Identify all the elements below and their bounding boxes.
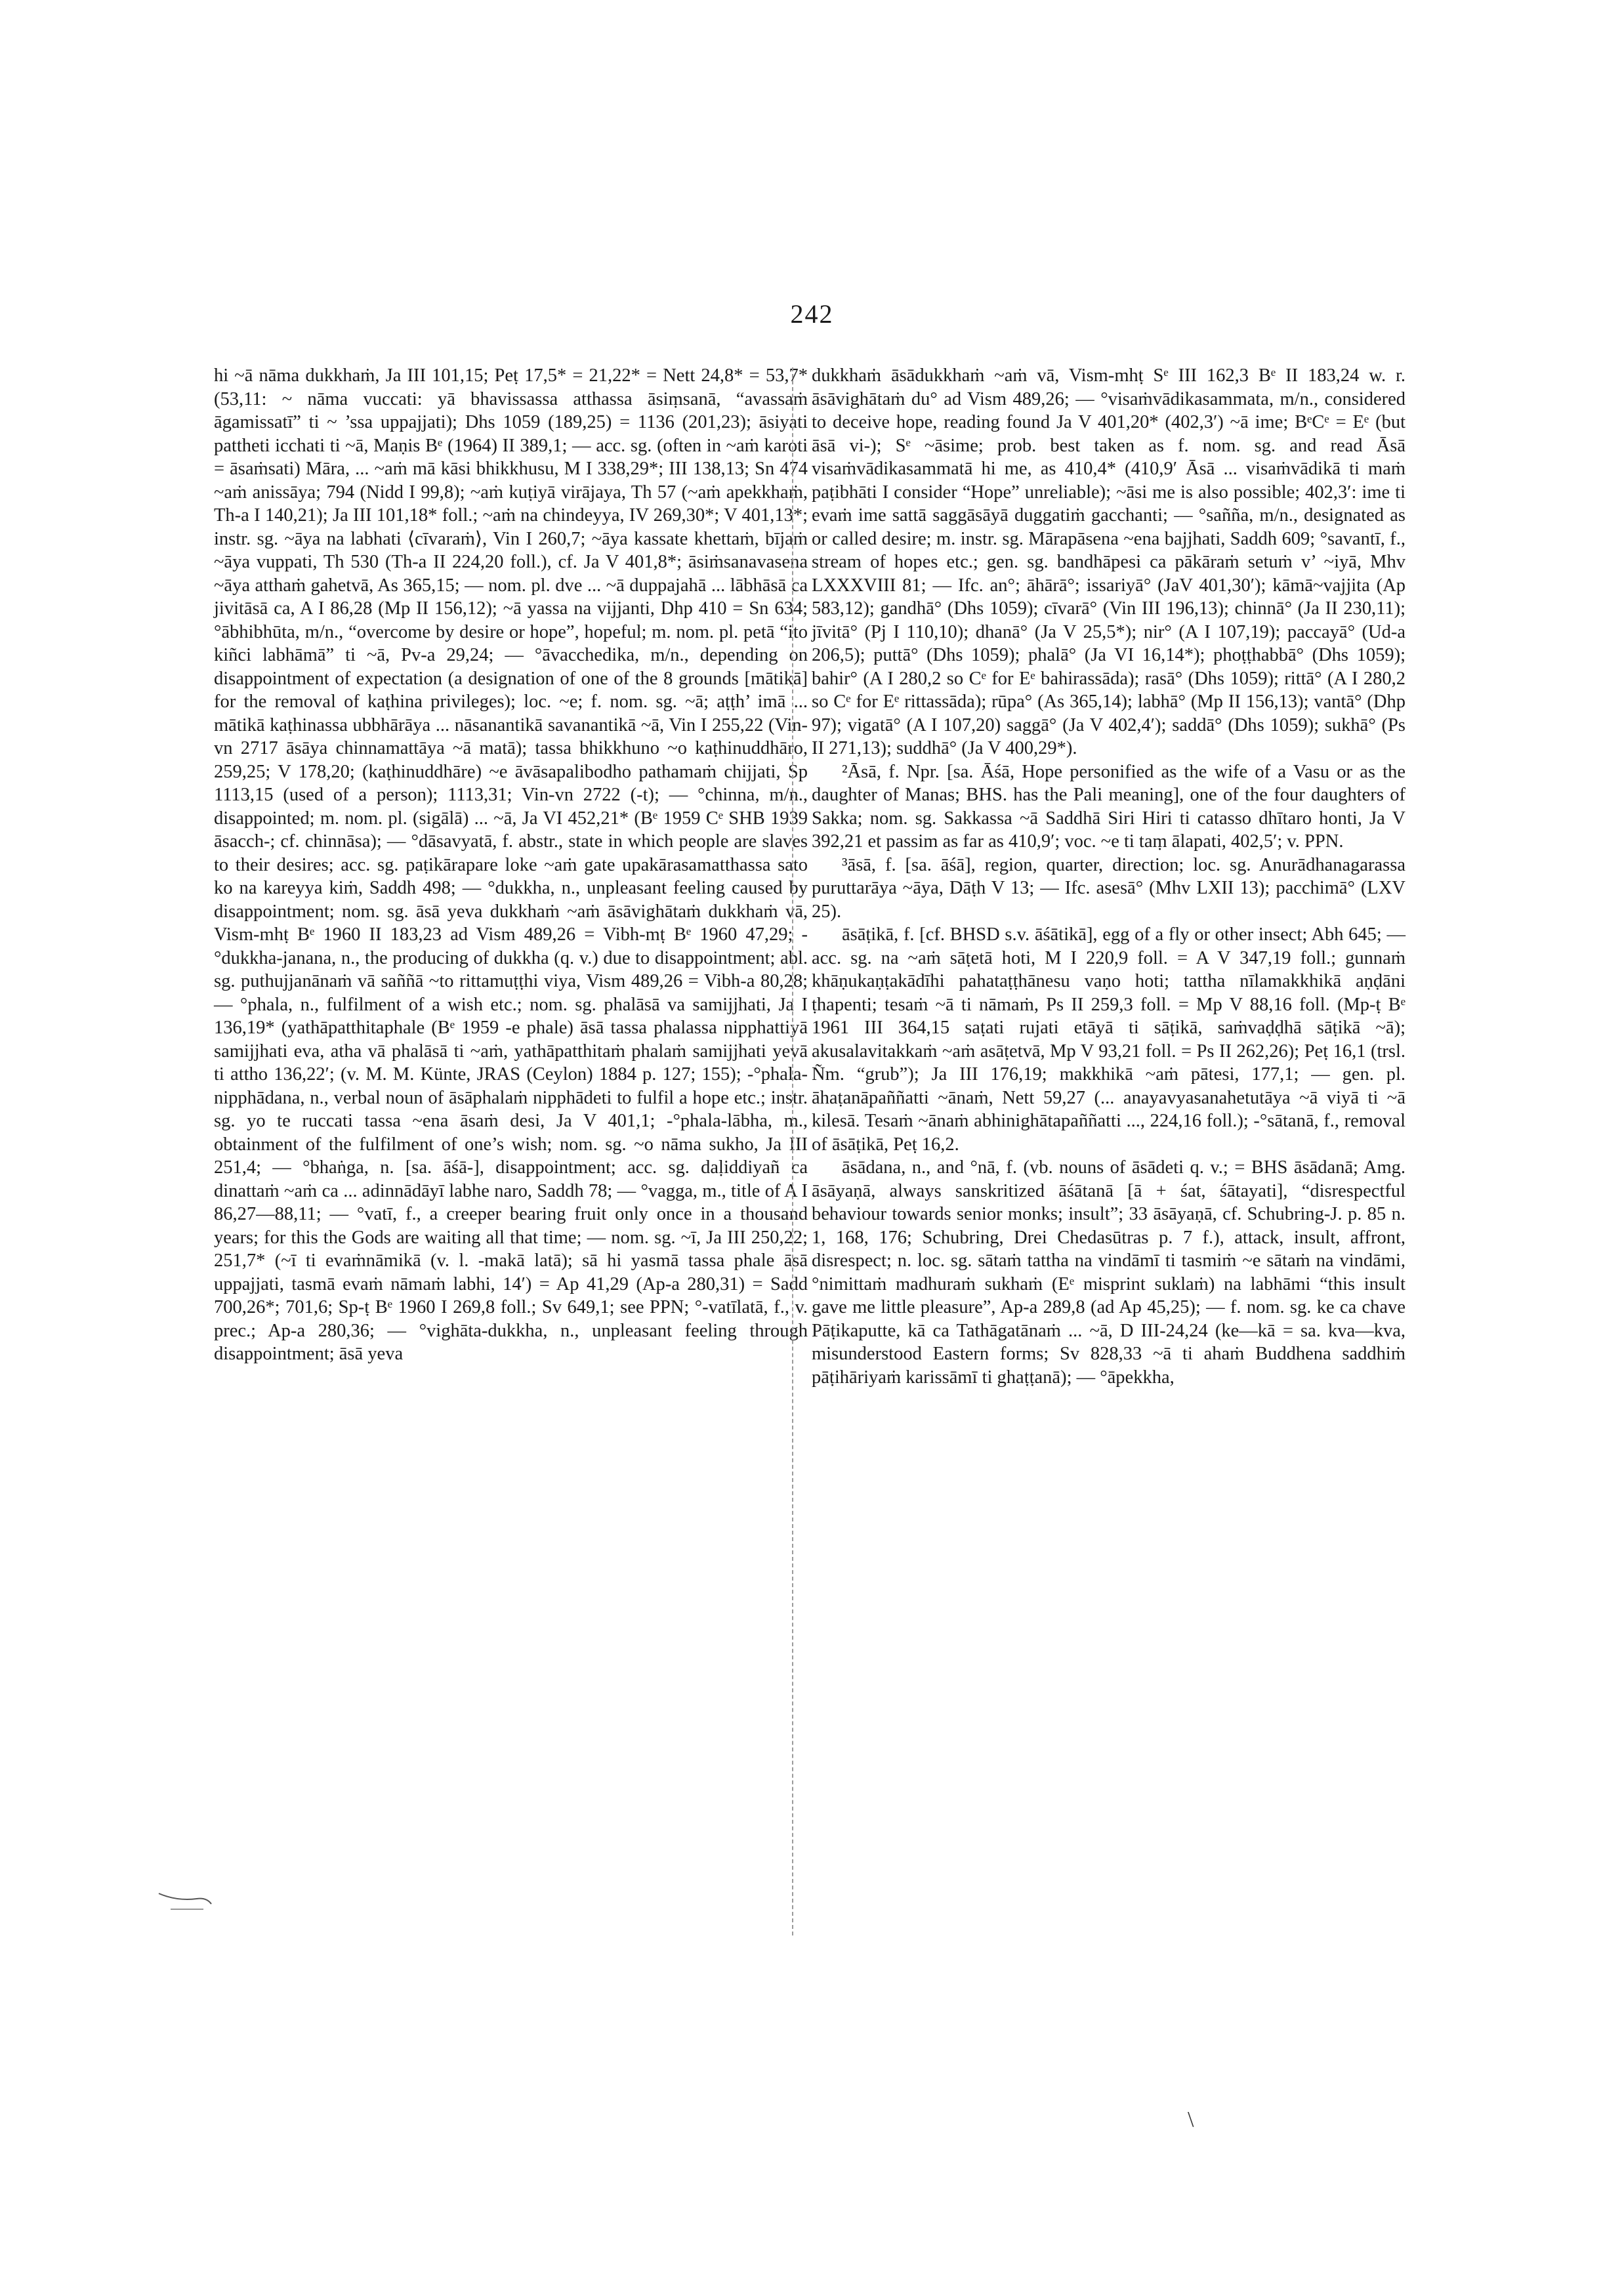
- dictionary-entry: āsādana, n., and °nā, f. (vb. nouns of āsādeti q. v.; = BHS āsādanā; Amg. āsāyaṇā, always sanskritized āśātanā [ā + śat, śātayati], “disrespectful behaviour towards senior monks; insult”; 33 āsāyaṇā, cf. Schubring-J. p. 85 n. 1, 168, 176; Schubring, Drei Chedasūtras p. 7 f.), attack, insult, affront, disrespect; n. loc. sg. sātaṁ tattha na vindāmī ti tasmiṁ ~e sātaṁ na vindāmi, °nimittaṁ madhuraṁ sukhaṁ (Eᵉ misprint suklaṁ) na labhāmi “this insult gave me little pleasure”, Ap-a 289,8 (ad Ap 45,25); — f. nom. sg. ke ca chave Pāṭikaputte, kā ca Tathāgatānaṁ ... ~ā, D III-24,24 (ke—kā = sa. kva—kva, misunderstood Eastern forms; Sv 828,33 ~ā ti ahaṁ Buddhena saddhiṁ pāṭihāriyaṁ karissāmī ti ghaṭṭanā); — °āpekkha,: [812, 1157, 1405, 1388]
- column-divider: [792, 367, 793, 1935]
- dictionary-entry-continued: hi ~ā nāma dukkhaṁ, Ja III 101,15; Peṭ 17,5* = 21,22* = Nett 24,8* = 53,7* (53,11: ~ nāma vuccati: yā bhavissassa atthassa āsiṃsanā, “avassaṁ āgamissatī” ti ~ ’ssa uppajjati); Dhs 1059 (189,25) = 1136 (201,23); āsiyati pattheti icchati ti ~ā, Maṇis Bᵉ (1964) II 389,1; — acc. sg. (often in ~aṁ karoti = āsaṁsati) Māra, ... ~aṁ mā kāsi bhikkhusu, M I 338,29*; III 138,13; Sn 474 ~aṁ anissāya; 794 (Nidd I 99,8); ~aṁ kuṭiyā virājaya, Th 57 (~aṁ apekkhaṁ, Th-a I 140,21); Ja III 101,18* foll.; ~aṁ na chindeyya, IV 269,30*; V 401,13*; instr. sg. ~āya na labhati ⟨cīvaraṁ⟩, Vin I 260,7; ~āya kassate khettaṁ, bījaṁ ~āya vuppati, Th 530 (Th-a II 224,20 foll.), cf. Ja V 401,8*; āsiṁsanavasena ~āya atthaṁ gahetvā, As 365,15; — nom. pl. dve ... ~ā duppajahā ... lābhāsā ca jivitāsā ca, A I 86,28 (Mp II 156,12); ~ā yassa na vijjanti, Dhp 410 = Sn 634; °ābhibhūta, m/n., “overcome by desire or hope”, hopeful; m. nom. pl. petā “ito kiñci labhāmā” ti ~ā, Pv-a 29,24; — °āvacchedika, m/n., depending on disappointment of expectation (a designation of one of the 8 grounds [mātikā] for the removal of kaṭhina privileges); loc. ~e; f. nom. sg. ~ā; aṭṭh’ imā ... mātikā kaṭhinassa ubbhārāya ... nāsanantikā savanantikā ~ā, Vin I 255,22 (Vin-vn 2717 āsāya chinnamattāya ~ā matā); tassa bhikkhuno ~o kaṭhinuddhāro, 259,25; V 178,20; (kaṭhinuddhāre) ~e āvāsapalibodho pathamaṁ chijjati, Sp 1113,15 (used of a person); 1113,31; Vin-vn 2722 (-t); — °chinna, m/n., disappointed; m. nom. pl. (sigālā) ... ~ā, Ja VI 452,21* (Bᵉ 1959 Cᵉ SHB 1939 āsacch-; cf. chinnāsa); — °dāsavyatā, f. abstr., state in which people are slaves to their desires; acc. sg. paṭikārapare loke ~aṁ gate upakārasamatthassa sato ko na kareyya kiṁ, Saddh 498; — °dukkha, n., unpleasant feeling caused by disappointment; nom. sg. āsā yeva dukkhaṁ ~aṁ āsāvighātaṁ dukkhaṁ vā, Vism-mhṭ Bᵉ 1960 II 183,23 ad Vism 489,26 = Vibh-mṭ Bᵉ 1960 47,29; -°dukkha-janana, n., the producing of dukkha (q. v.) due to disappointment; abl. sg. puthujjanānaṁ vā saññā ~to rittamuṭṭhi viya, Vism 489,26 = Vibh-a 80,28; — °phala, n., fulfilment of a wish etc.; nom. sg. phalāsā va samijjhati, Ja I 136,19* (yathāpatthitaphale (Bᵉ 1959 -e phale) āsā tassa phalassa nipphattiyā samijjhati eva, atha vā phalāsā ti ~aṁ, yathāpatthitaṁ phalaṁ samijjhati yevā ti attho 136,22′; (v. M. M. Künte, JRAS (Ceylon) 1884 p. 127; 155); -°phala-nipphādana, n., verbal noun of āsāphalaṁ nipphādeti to fulfil a hope etc.; instr. sg. yo te ruccati tassa ~ena āsaṁ desi, Ja V 401,1; -°phala-lābha, m., obtainment of the fulfilment of one’s wish; nom. sg. ~o nāma sukho, Ja III 251,4; — °bhaṅga, n. [sa. āśā-], disappointment; acc. sg. daḷiddiyañ ca dinattaṁ ~aṁ ca ... adinnādāyī labhe naro, Saddh 78; — °vagga, m., title of A I 86,27—88,11; — °vatī, f., a creeper bearing fruit only once in a thousand years; for this the Gods are waiting all that time; — nom. sg. ~ī, Ja III 250,22; 251,7* (~ī ti evaṁnāmikā (v. l. -makā latā); sā hi yasmā tassa phale āsā uppajjati, tasmā evaṁ nāmaṁ labhi, 14′) = Ap 41,29 (Ap-a 280,31) = Sadd 700,26*; 701,6; Sp-ṭ Bᵉ 1960 I 269,8 foll.; Sv 649,1; see PPN; °-vatīlatā, f., v. prec.; Ap-a 280,36; — °vighāta-dukkha, n., unpleasant feeling through disappointment; āsā yeva: [214, 365, 808, 1364]
- foot-mark: \: [1188, 2107, 1194, 2132]
- column-right: [812, 364, 1405, 1389]
- dictionary-entry-continued: dukkhaṁ āsādukkhaṁ ~aṁ vā, Vism-mhṭ Sᵉ III 162,3 Bᵉ II 183,24 w. r. āsāvighātaṁ du° ad Vism 489,26; — °visaṁvādikasammata, m/n., considered to deceive hope, reading found Ja V 401,20* (402,3′) ~ā ime; BᵉCᵉ = Eᵉ (but āsā vi-); Sᵉ ~āsime; prob. best taken as f. nom. sg. and read Āsā visaṁvādikasammatā hi me, as 410,4* (410,9′ Āsā ... visaṁvādikā ti maṁ paṭibhāti I consider “Hope” unreliable); ~āsi me is also possible; 402,3′: ime ti evaṁ ime sattā saggāsāyā duggatiṁ gacchanti; — °sañña, m/n., designated as or called desire; m. instr. sg. Mārapāsena ~ena bajjhati, Saddh 609; °savantī, f., stream of hopes etc.; gen. sg. bandhāpesi ca pākāraṁ setuṁ v’ ~iyā, Mhv LXXXVIII 81; — Ifc. an°; āhārā°; issariyā° (JaV 401,30′); kāmā~vajjita (Ap 583,12); gandhā° (Dhs 1059); cīvarā° (Vin III 196,13); chinnā° (Ja II 230,11); jīvitā° (Pj I 110,10); dhanā° (Ja V 25,5*); nir° (A I 107,19); paccayā° (Ud-a 206,5); puttā° (Dhs 1059); phalā° (Ja VI 16,14*); phoṭṭhabbā° (Dhs 1059); bahir° (A I 280,2 so Cᵉ for Eᵉ bahirassāda); rasā° (Dhs 1059); rittā° (A I 280,2 so Cᵉ for Eᵉ rittassāda); rūpa° (As 365,14); labhā° (Mp II 156,13); vantā° (Dhp 97); vigatā° (A I 107,20) saggā° (Ja V 402,4′); saddā° (Dhs 1059); sukhā° (Ps II 271,13); suddhā° (Ja V 400,29*).: [812, 365, 1405, 758]
- dictionary-entry: ²Āsā, f. Npr. [sa. Āśā, Hope personified as the wife of a Vasu or as the daughter of Manas; BHS. has the Pali meaning], one of the four daughters of Sakka; nom. sg. Sakkassa ~ā Saddhā Siri Hiri ti catasso dhītaro honti, Ja V 392,21 et passim as far as 410,9′; voc. ~e ti taṃ ālapati, 402,5′; v. PPN.: [812, 761, 1405, 852]
- page-number: 242: [790, 299, 834, 329]
- column-left: [214, 364, 808, 1366]
- dictionary-entry: ³āsā, f. [sa. āśā], region, quarter, direction; loc. sg. Anurādhanagarassa puruttarāya ~āya, Dāṭh V 13; — Ifc. asesā° (Mhv LXII 13); pacchimā° (LXV 25).: [812, 854, 1405, 922]
- dictionary-entry: āsāṭikā, f. [cf. BHSD s.v. āśātikā], egg of a fly or other insect; Abh 645; — acc. sg. na ~aṁ sāṭetā hoti, M I 220,9 foll. = A V 347,19 foll.; gunnaṁ khāṇukaṇṭakādīhi pahataṭṭhānesu vaṇo hoti; tattha nīlamakkhikā aṇḍāni ṭhapenti; tesaṁ ~ā ti nāmaṁ, Ps II 259,3 foll. = Mp V 88,16 foll. (Mp-ṭ Bᵉ 1961 III 364,15 saṭati rujati etāyā ti sāṭikā, saṁvaḍḍhā sāṭikā ~ā); akusalavitakkaṁ ~aṁ asāṭetvā, Mp V 93,21 foll. = Ps II 262,26); Peṭ 16,1 (trsl. Ñm. “grub”); Ja III 176,19; makkhikā ~aṁ pātesi, 177,1; — gen. pl. āhaṭanāpaññatti ~ānaṁ, Nett 59,27 (... anayavyasanahetutāya ~ā viyā ti ~ā kilesā. Tesaṁ ~ānaṁ abhinighātapaññatti ..., 224,16 foll.); -°sātanā, f., removal of āsāṭikā, Peṭ 16,2.: [812, 924, 1405, 1155]
- margin-pencil-mark: [157, 1890, 213, 1916]
